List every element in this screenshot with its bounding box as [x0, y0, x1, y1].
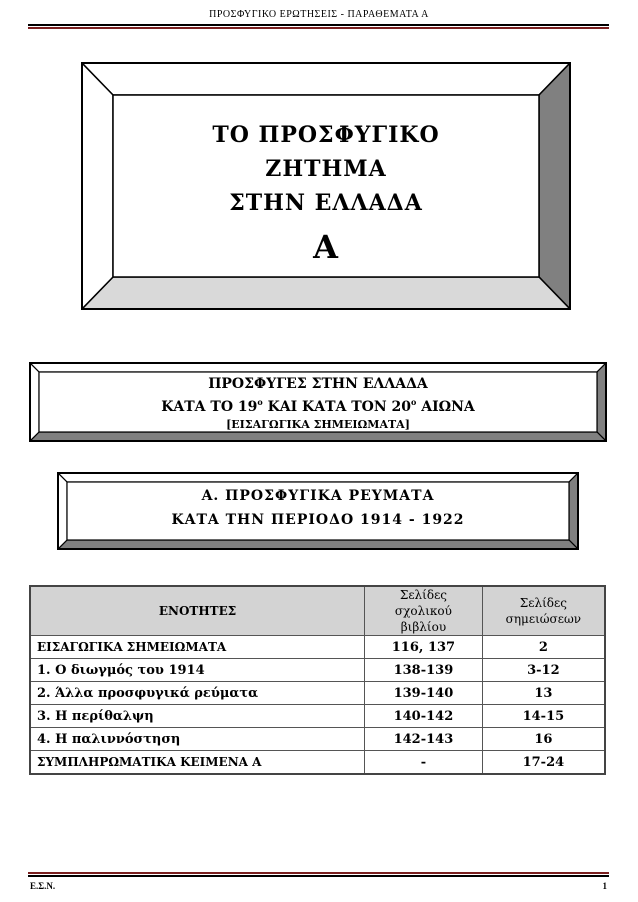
section-a-frame: [57, 472, 579, 550]
section-a-line-2: ΚΑΤΑ ΤΗΝ ΠΕΡΙΟΔΟ 1914 - 1922: [171, 512, 465, 528]
topic-cell: 1. Ο διωγμός του 1914: [30, 659, 365, 682]
header-topics: ΕΝΟΤΗΤΕΣ: [30, 586, 365, 636]
page-number: 1: [602, 881, 607, 891]
topic-cell: 2. Άλλα προσφυγικά ρεύματα: [30, 682, 365, 705]
table-row: [30, 728, 605, 751]
notes-pages-cell: 13: [482, 682, 605, 705]
cover-frame: [81, 62, 571, 310]
section-intro-frame: [29, 362, 607, 442]
table-row: [30, 682, 605, 705]
table-row: [30, 751, 605, 775]
cover-title-line-1: ΤΟ ΠΡΟΣΦΥΓΙΚΟ: [212, 122, 440, 148]
table-row: [30, 659, 605, 682]
intro-line-2: ΚΑΤΑ ΤΟ $19^o$ ΚΑΙ ΚΑΤΑ ΤΟΝ $20^o$ ΑΙΩΝΑ: [161, 397, 475, 415]
book-pages-cell: -: [365, 751, 483, 775]
header-rule-accent: [28, 27, 609, 29]
book-pages-cell: 138-139: [365, 659, 483, 682]
book-pages-cell: 139-140: [365, 682, 483, 705]
notes-pages-cell: 16: [482, 728, 605, 751]
table-row: [30, 636, 605, 659]
header-book-pages: Σελίδες σχολικού βιβλίου: [365, 586, 483, 636]
topic-cell: ΣΥΜΠΛΗΡΩΜΑΤΙΚΑ ΚΕΙΜΕΝΑ Α: [30, 751, 365, 775]
book-pages-cell: 142-143: [365, 728, 483, 751]
book-pages-cell: 140-142: [365, 705, 483, 728]
section-a-line-1: Α. ΠΡΟΣΦΥΓΙΚΑ ΡΕΥΜΑΤΑ: [201, 488, 435, 504]
cover-title-line-2: ΖΗΤΗΜΑ: [265, 156, 387, 182]
notes-pages-cell: 2: [482, 636, 605, 659]
intro-line-1: ΠΡΟΣΦΥΓΕΣ ΣΤΗΝ ΕΛΛΑΔΑ: [208, 376, 428, 392]
header-rule: [28, 24, 609, 26]
table-header-row: [30, 586, 605, 636]
book-pages-cell: 116, 137: [365, 636, 483, 659]
notes-pages-cell: 14-15: [482, 705, 605, 728]
section-intro-title: [39, 375, 597, 434]
notes-pages-cell: 17-24: [482, 751, 605, 775]
topic-cell: ΕΙΣΑΓΩΓΙΚΑ ΣΗΜΕΙΩΜΑΤΑ: [30, 636, 365, 659]
notes-pages-cell: 3-12: [482, 659, 605, 682]
intro-line-3: [ΕΙΣΑΓΩΓΙΚΑ ΣΗΜΕΙΩΜΑΤΑ]: [226, 418, 410, 431]
header-notes-pages: Σελίδες σημειώσεων: [482, 586, 605, 636]
section-a-title: [67, 484, 569, 532]
cover-title-line-3: ΣΤΗΝ ΕΛΛΑΔΑ: [229, 190, 423, 216]
running-header: ΠΡΟΣΦΥΓΙΚΟ ΕΡΩΤΗΣΕΙΣ - ΠΑΡΑΘΕΜΑΤΑ Α: [209, 9, 429, 20]
footer-initials: Ε.Σ.Ν.: [30, 881, 56, 891]
topic-cell: 4. Η παλιννόστηση: [30, 728, 365, 751]
cover-title: [113, 118, 539, 264]
footer-rule: [28, 875, 609, 877]
cover-letter: Α: [313, 228, 339, 266]
footer-rule-accent: [28, 872, 609, 874]
table-row: [30, 705, 605, 728]
contents-table: [29, 585, 606, 775]
topic-cell: 3. Η περίθαλψη: [30, 705, 365, 728]
